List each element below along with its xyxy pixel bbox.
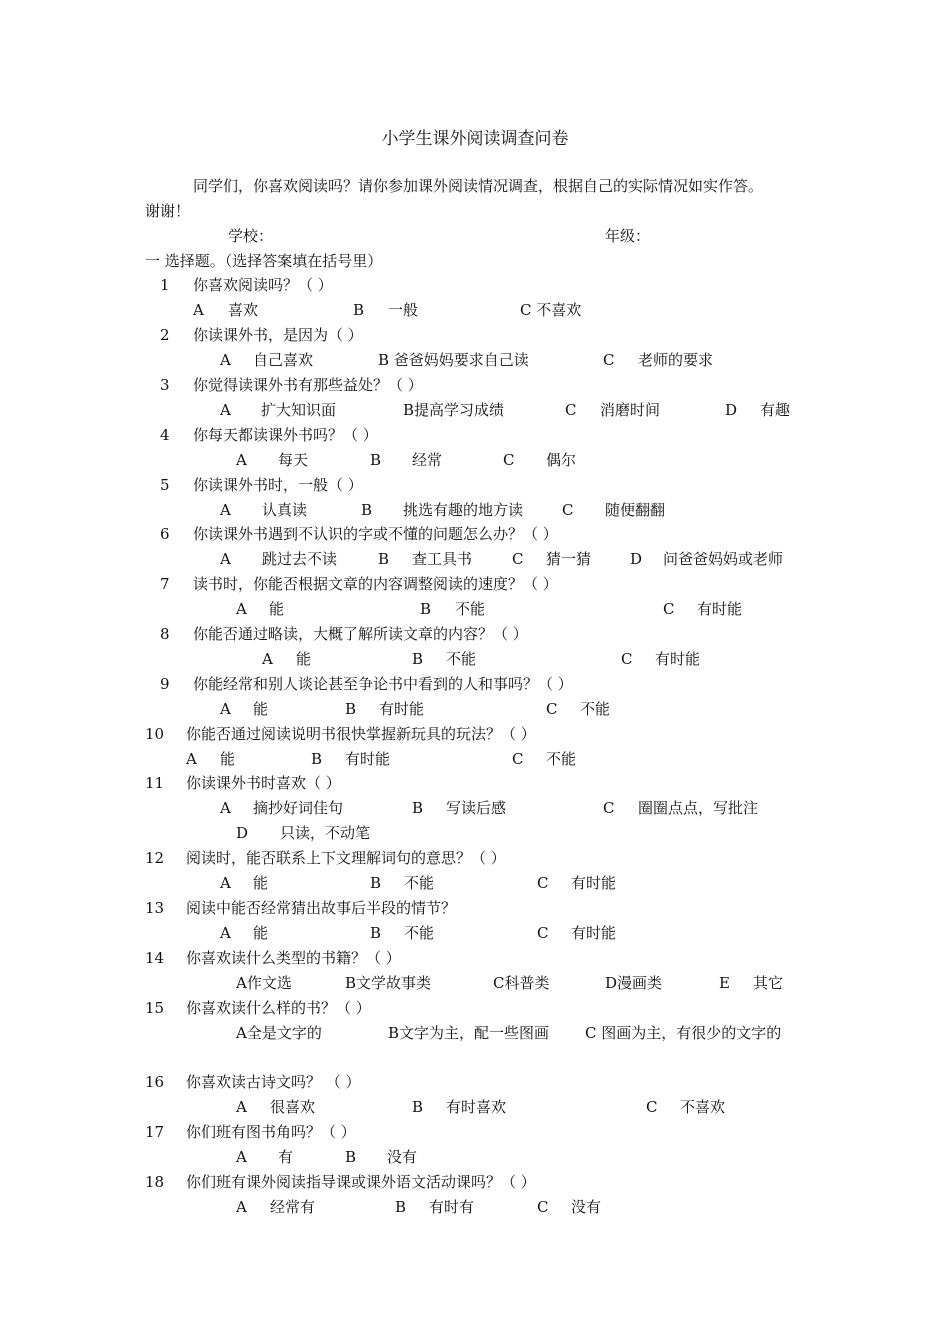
- question-18-option-5: C: [537, 1198, 549, 1216]
- question-11-option-6: 圈圈点点，写批注: [638, 799, 759, 817]
- question-number-8: 8: [160, 625, 170, 643]
- question-7-option-6: 有时能: [697, 600, 743, 618]
- question-12-option-5: C: [537, 874, 549, 892]
- question-9-option-4: 有时能: [379, 700, 425, 718]
- question-3-option-3: B提高学习成绩: [403, 401, 505, 419]
- question-16-option-2: 很喜欢: [270, 1098, 316, 1116]
- school-field-label: 学校：: [228, 227, 274, 245]
- question-10-option-6: 不能: [546, 750, 577, 768]
- question-14-option-2: B文学故事类: [345, 974, 432, 992]
- question-number-3: 3: [160, 376, 170, 394]
- question-text-13: 阅读中能否经常猜出故事后半段的情节？: [186, 899, 457, 917]
- question-text-3: 你觉得读课外书有那些益处？（ ）: [193, 376, 423, 394]
- question-number-17: 17: [145, 1123, 165, 1141]
- question-text-6: 你读课外书遇到不认识的字或不懂的问题怎么办？（ ）: [193, 525, 558, 543]
- page-title: 小学生课外阅读调查问卷: [381, 129, 569, 149]
- question-13-option-6: 有时能: [571, 924, 617, 942]
- question-9-option-6: 不能: [580, 700, 611, 718]
- question-12-option-2: 能: [253, 874, 269, 892]
- question-5-option-1: A: [220, 501, 231, 519]
- question-3-option-1: A: [220, 401, 231, 419]
- question-13-option-3: B: [370, 924, 382, 942]
- question-13-option-5: C: [537, 924, 549, 942]
- question-3-option-4: C: [565, 401, 577, 419]
- question-17-option-3: B: [345, 1148, 357, 1166]
- question-7-option-3: B: [420, 600, 432, 618]
- question-1-option-2: 喜欢: [228, 301, 259, 319]
- question-4-option-3: B: [370, 451, 382, 469]
- question-9-option-5: C: [546, 700, 558, 718]
- question-17-option-2: 有: [278, 1148, 294, 1166]
- question-15-option-3: C 图画为主，有很少的文字的: [585, 1024, 782, 1042]
- question-2-option-5: 老师的要求: [638, 351, 714, 369]
- question-7-option-4: 不能: [455, 600, 486, 618]
- question-8-option-1: A: [262, 650, 273, 668]
- question-4-option-1: A: [236, 451, 247, 469]
- question-16-option-6: 不喜欢: [680, 1098, 726, 1116]
- question-14-option-5: E: [719, 974, 730, 992]
- question-15-option-1: A全是文字的: [236, 1024, 322, 1042]
- question-4-option-5: C: [503, 451, 515, 469]
- question-6-option-5: C: [512, 550, 524, 568]
- question-12-option-1: A: [220, 874, 231, 892]
- question-2-option-2: 自己喜欢: [253, 351, 314, 369]
- question-10-option-2: 能: [220, 750, 236, 768]
- question-10-option-3: B: [311, 750, 323, 768]
- question-6-option-3: B: [378, 550, 390, 568]
- question-11-option-8: 只读，不动笔: [280, 824, 371, 842]
- question-13-option-1: A: [220, 924, 231, 942]
- question-8-option-3: B: [412, 650, 424, 668]
- question-2-option-3: B 爸爸妈妈要求自己读: [378, 351, 529, 369]
- question-text-4: 你每天都读课外书吗？（ ）: [193, 426, 378, 444]
- question-text-8: 你能否通过略读，大概了解所读文章的内容？（ ）: [193, 625, 528, 643]
- question-9-option-1: A: [220, 700, 231, 718]
- question-text-18: 你们班有课外阅读指导课或课外语文活动课吗？（ ）: [186, 1173, 536, 1191]
- question-text-9: 你能经常和别人谈论甚至争论书中看到的人和事吗？（ ）: [193, 675, 573, 693]
- question-6-option-8: 问爸爸妈妈或老师: [663, 550, 784, 568]
- question-6-option-7: D: [630, 550, 643, 568]
- question-15-option-2: B文字为主，配一些图画: [388, 1024, 550, 1042]
- question-11-option-3: B: [412, 799, 424, 817]
- question-8-option-2: 能: [296, 650, 312, 668]
- question-text-16: 你喜欢读古诗文吗？ （ ）: [186, 1073, 361, 1091]
- question-number-15: 15: [145, 999, 165, 1017]
- question-text-15: 你喜欢读什么样的书？（ ）: [186, 999, 371, 1017]
- question-number-1: 1: [160, 276, 170, 294]
- question-11-option-1: A: [220, 799, 231, 817]
- question-number-7: 7: [160, 575, 170, 593]
- question-3-option-2: 扩大知识面: [261, 401, 337, 419]
- question-3-option-6: D: [725, 401, 738, 419]
- question-18-option-1: A: [236, 1198, 247, 1216]
- question-1-option-5: C 不喜欢: [520, 301, 582, 319]
- question-11-option-2: 摘抄好词佳句: [253, 799, 344, 817]
- question-4-option-2: 每天: [278, 451, 309, 469]
- question-number-6: 6: [160, 525, 170, 543]
- question-6-option-6: 猜一猜: [546, 550, 592, 568]
- intro-line-2: 谢谢！: [145, 202, 191, 220]
- question-text-10: 你能否通过阅读说明书很快掌握新玩具的玩法？（ ）: [186, 725, 536, 743]
- question-3-option-5: 消磨时间: [600, 401, 661, 419]
- question-text-1: 你喜欢阅读吗？（ ）: [193, 276, 333, 294]
- question-number-4: 4: [160, 426, 170, 444]
- question-11-option-4: 写读后感: [446, 799, 507, 817]
- question-5-option-4: 挑选有趣的地方读: [403, 501, 524, 519]
- question-11-option-7: D: [236, 824, 249, 842]
- question-17-option-4: 没有: [387, 1148, 418, 1166]
- question-number-5: 5: [160, 476, 170, 494]
- question-2-option-4: C: [603, 351, 615, 369]
- question-5-option-3: B: [361, 501, 373, 519]
- section-heading: 一 选择题。（选择答案填在括号里）: [145, 252, 383, 270]
- question-16-option-3: B: [412, 1098, 424, 1116]
- question-1-option-1: A: [193, 301, 204, 319]
- question-14-option-1: A作文选: [236, 974, 292, 992]
- question-10-option-1: A: [186, 750, 197, 768]
- question-9-option-2: 能: [253, 700, 269, 718]
- question-5-option-6: 随便翻翻: [605, 501, 666, 519]
- question-number-12: 12: [145, 849, 165, 867]
- question-14-option-4: D漫画类: [605, 974, 663, 992]
- question-7-option-2: 能: [269, 600, 285, 618]
- question-12-option-4: 不能: [404, 874, 435, 892]
- question-number-13: 13: [145, 899, 165, 917]
- grade-field-label: 年级：: [605, 227, 651, 245]
- question-1-option-4: 一般: [388, 301, 419, 319]
- question-6-option-2: 跳过去不读: [262, 550, 338, 568]
- question-7-option-5: C: [663, 600, 675, 618]
- question-text-7: 读书时，你能否根据文章的内容调整阅读的速度？（ ）: [193, 575, 558, 593]
- question-16-option-4: 有时喜欢: [446, 1098, 507, 1116]
- question-12-option-3: B: [370, 874, 382, 892]
- question-7-option-1: A: [236, 600, 247, 618]
- question-4-option-6: 偶尔: [546, 451, 577, 469]
- question-17-option-1: A: [236, 1148, 247, 1166]
- question-2-option-1: A: [220, 351, 231, 369]
- question-18-option-2: 经常有: [270, 1198, 316, 1216]
- question-14-option-3: C科普类: [493, 974, 550, 992]
- question-text-5: 你读课外书时，一般（ ）: [193, 476, 363, 494]
- question-5-option-5: C: [562, 501, 574, 519]
- question-18-option-4: 有时有: [429, 1198, 475, 1216]
- question-6-option-4: 查工具书: [412, 550, 473, 568]
- question-10-option-4: 有时能: [345, 750, 391, 768]
- question-number-18: 18: [145, 1173, 165, 1191]
- question-4-option-4: 经常: [412, 451, 443, 469]
- question-number-14: 14: [145, 949, 165, 967]
- question-11-option-5: C: [603, 799, 615, 817]
- intro-line-1: 同学们，你喜欢阅读吗？请你参加课外阅读情况调查，根据自己的实际情况如实作答。: [193, 177, 764, 195]
- question-8-option-4: 不能: [446, 650, 477, 668]
- question-text-11: 你读课外书时喜欢（ ）: [186, 774, 341, 792]
- question-18-option-6: 没有: [571, 1198, 602, 1216]
- question-text-12: 阅读时，能否联系上下文理解词句的意思？（ ）: [186, 849, 506, 867]
- question-number-10: 10: [145, 725, 165, 743]
- question-12-option-6: 有时能: [571, 874, 617, 892]
- question-13-option-4: 不能: [404, 924, 435, 942]
- question-6-option-1: A: [220, 550, 231, 568]
- question-number-9: 9: [160, 675, 170, 693]
- question-18-option-3: B: [395, 1198, 407, 1216]
- question-text-2: 你读课外书，是因为（ ）: [193, 326, 363, 344]
- question-8-option-5: C: [621, 650, 633, 668]
- question-8-option-6: 有时能: [655, 650, 701, 668]
- question-16-option-5: C: [646, 1098, 658, 1116]
- question-14-option-6: 其它: [753, 974, 784, 992]
- question-number-16: 16: [145, 1073, 165, 1091]
- question-5-option-2: 认真读: [262, 501, 308, 519]
- question-10-option-5: C: [512, 750, 524, 768]
- question-text-17: 你们班有图书角吗？（ ）: [186, 1123, 356, 1141]
- question-16-option-1: A: [236, 1098, 247, 1116]
- question-9-option-3: B: [345, 700, 357, 718]
- question-1-option-3: B: [353, 301, 365, 319]
- question-number-11: 11: [145, 774, 165, 792]
- question-3-option-7: 有趣: [760, 401, 791, 419]
- question-text-14: 你喜欢读什么类型的书籍？（ ）: [186, 949, 401, 967]
- question-13-option-2: 能: [253, 924, 269, 942]
- question-number-2: 2: [160, 326, 170, 344]
